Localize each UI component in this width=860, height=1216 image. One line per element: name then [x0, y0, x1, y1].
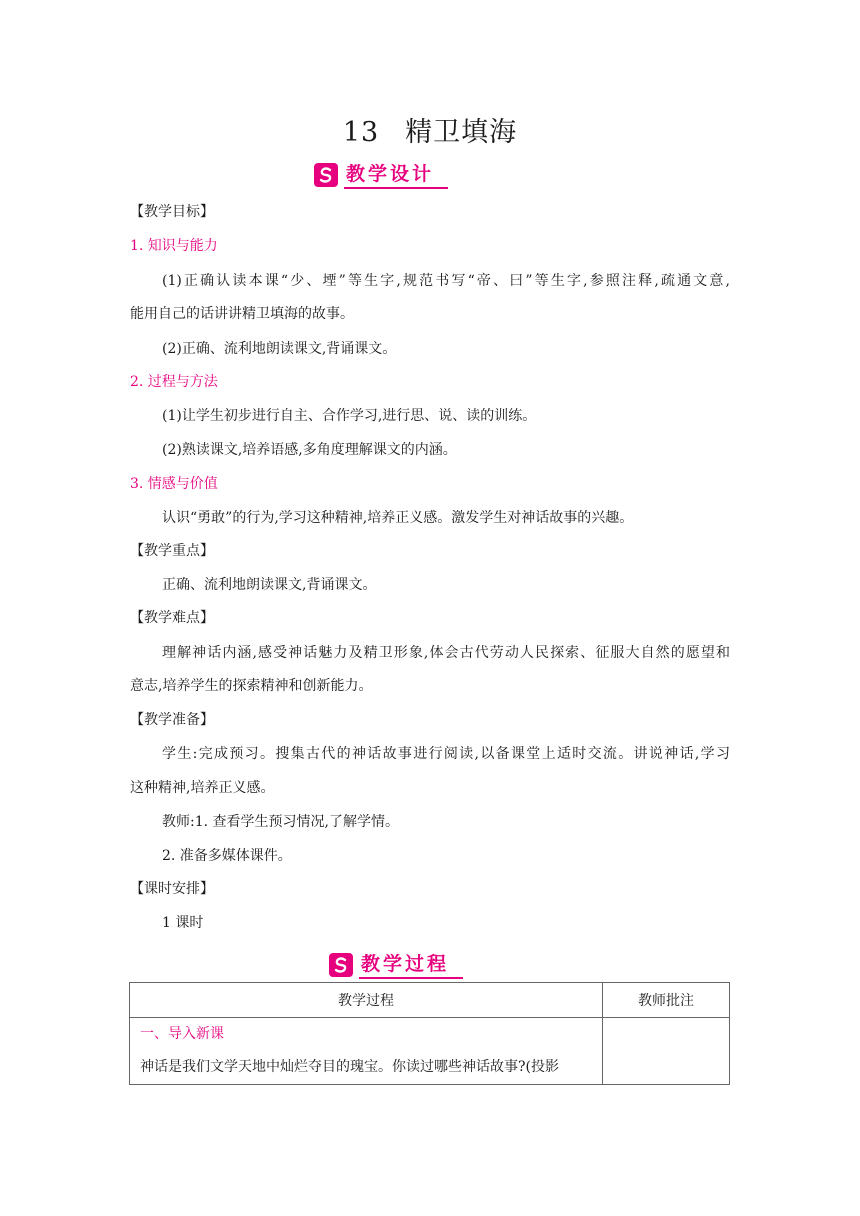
process-cell: [130, 1018, 603, 1085]
key-points-text: 正确、流利地朗读课文,背诵课文。: [162, 577, 377, 593]
banner-label: 教学设计: [344, 162, 448, 189]
difficulties-text: 理解神话内涵,感受神话魅力及精卫形象,体会古代劳动人民探索、征服大自然的愿望和: [162, 645, 730, 661]
header-process: 教学过程: [130, 983, 603, 1018]
objective-paragraph: (1)正确认读本课“少、堙”等生字,规范书写“帝、曰”等生字,参照注释,疏通文意,: [162, 273, 730, 289]
notes-cell: [603, 1018, 730, 1085]
lesson-number: 13: [342, 117, 380, 148]
header-notes: 教师批注: [603, 983, 730, 1018]
table-row: [130, 1018, 730, 1085]
difficulties-heading: 【教学难点】: [130, 610, 214, 626]
preparation-heading: 【教学准备】: [130, 712, 214, 728]
objective-paragraph: (2)正确、流利地朗读课文,背诵课文。: [162, 341, 397, 357]
section-intro-text: 神话是我们文学天地中灿烂夺目的瑰宝。你读过哪些神话故事?(投影: [140, 1059, 559, 1075]
objective-paragraph: 认识“勇敢”的行为,学习这种精神,培养正义感。激发学生对神话故事的兴趣。: [162, 510, 634, 526]
teaching-design-banner: [314, 160, 448, 190]
objective-paragraph-cont: 能用自己的话讲讲精卫填海的故事。: [130, 306, 354, 322]
section-knowledge-title: 1. 知识与能力: [130, 238, 218, 254]
objectives-heading: 【教学目标】: [130, 204, 214, 220]
preparation-student-cont: 这种精神,培养正义感。: [130, 780, 275, 796]
teaching-process-banner: [329, 950, 463, 980]
brand-logo-icon: [314, 163, 338, 187]
objective-paragraph: (1)让学生初步进行自主、合作学习,进行思、说、读的训练。: [162, 408, 537, 424]
key-points-heading: 【教学重点】: [130, 543, 214, 559]
schedule-heading: 【课时安排】: [130, 881, 214, 897]
schedule-text: 1 课时: [162, 915, 204, 931]
preparation-teacher: 教师:1. 查看学生预习情况,了解学情。: [162, 814, 399, 830]
section-emotion-title: 3. 情感与价值: [130, 476, 218, 492]
objective-paragraph: (2)熟读课文,培养语感,多角度理解课文的内涵。: [162, 442, 457, 458]
page-title: [0, 110, 860, 149]
process-table: [129, 982, 730, 1085]
preparation-teacher-item: 2. 准备多媒体课件。: [162, 848, 292, 864]
preparation-student: 学生:完成预习。搜集古代的神话故事进行阅读,以备课堂上适时交流。讲说神话,学习: [162, 746, 730, 762]
difficulties-text-cont: 意志,培养学生的探索精神和创新能力。: [130, 678, 373, 694]
section-process-title: 2. 过程与方法: [130, 374, 218, 390]
brand-logo-icon: [329, 953, 353, 977]
banner-label: 教学过程: [359, 952, 463, 979]
lesson-title: 精卫填海: [405, 117, 518, 148]
section-intro-title: 一、导入新课: [140, 1026, 224, 1042]
table-header-row: [130, 983, 730, 1018]
